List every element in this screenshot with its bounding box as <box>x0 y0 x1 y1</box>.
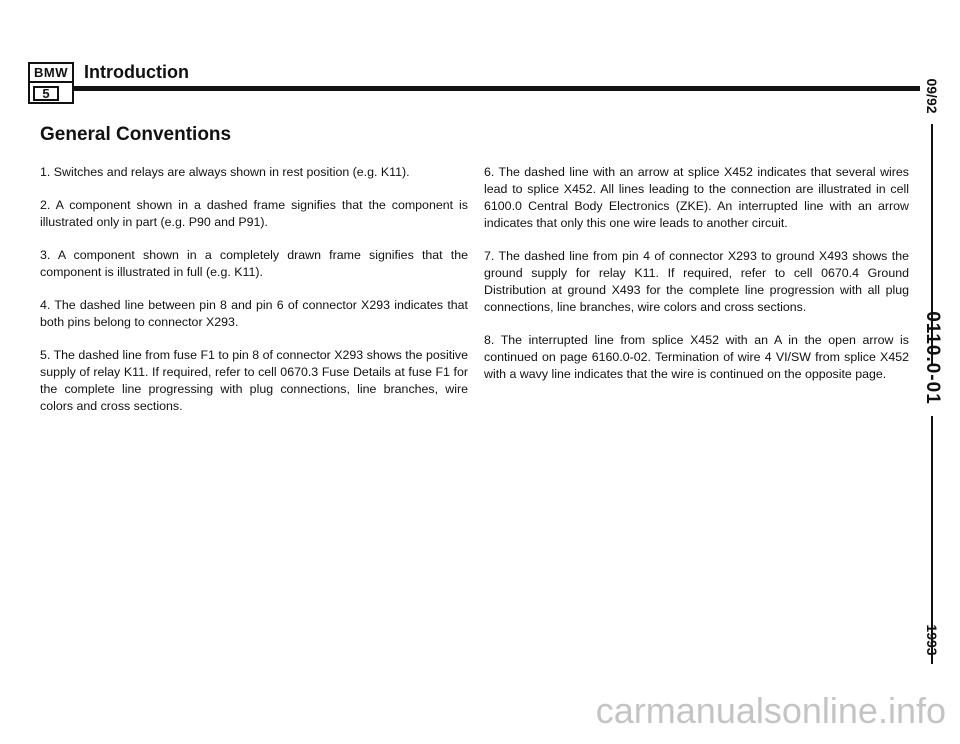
site-watermark: carmanualsonline.info <box>595 690 946 731</box>
right-column <box>484 164 909 399</box>
convention-paragraph-3: 3. A component shown in a completely drawn frame signifies that the component is illustrated in full (e.g. K11). <box>40 248 468 279</box>
convention-paragraph-8: 8. The interrupted line from splice X452 with an A in the open arrow is continued on page 6160.0-02. Termination of wire 4 VI/SW from splice X452 with a wavy line indicates that the wire is continued on the opposite page. <box>484 333 909 381</box>
revision-date: 09/92 <box>924 78 940 114</box>
left-column <box>40 164 468 431</box>
convention-paragraph-7: 7. The dashed line from pin 4 of connector X293 to ground X493 shows the ground supply for relay K11. If required, refer to cell 0670.4 Ground Distribution at ground X493 for the complete line progression with all plug connections, line branches, wire colors and cross sections. <box>484 249 909 314</box>
convention-paragraph-4: 4. The dashed line between pin 8 and pin 6 of connector X293 indicates that both pins belong to connector X293. <box>40 298 468 329</box>
logo-brand-text: BMW <box>30 64 72 83</box>
convention-paragraph-6: 6. The dashed line with an arrow at splice X452 indicates that several wires lead to splice X452. All lines leading to the connection are illustrated in cell 6100.0 Central Body Electronics (ZKE). An interrupted line with an arrow indicates that only this one wire leads to another circuit. <box>484 165 909 230</box>
section-heading: General Conventions <box>40 124 232 145</box>
convention-paragraph-5: 5. The dashed line from fuse F1 to pin 8 of connector X293 shows the positive supply of relay K11. If required, refer to cell 0670.3 Fuse Details at fuse F1 for the complete line progressing with plug connections, line branches, wire colors and cross sections. <box>40 348 468 413</box>
logo-series-text: 5 <box>33 86 59 101</box>
bmw-5-series-logo <box>28 62 74 104</box>
header-divider <box>74 86 920 91</box>
model-year: 1993 <box>924 624 940 656</box>
page-title: Introduction <box>84 62 189 82</box>
convention-paragraph-1: 1. Switches and relays are always shown in rest position (e.g. K11). <box>40 165 410 179</box>
page-code: 0110.0-01 <box>922 311 943 405</box>
convention-paragraph-2: 2. A component shown in a dashed frame signifies that the component is illustrated only in part (e.g. P90 and P91). <box>40 198 468 229</box>
